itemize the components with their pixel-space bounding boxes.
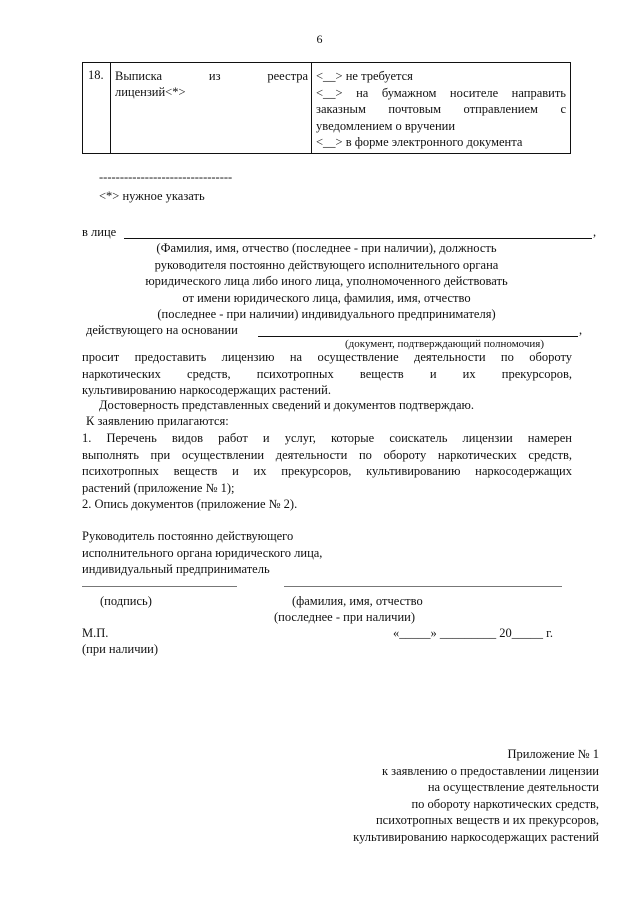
basis-prefix: действующего на основании [86, 323, 238, 337]
confirmation-text: Достоверность представленных сведений и документов подтверждаю. [99, 398, 474, 412]
representative-suffix: , [593, 225, 597, 239]
attachment-line: выполнять при осуществлении деятельности по обороту наркотических средств, [82, 447, 572, 462]
table-divider [311, 63, 312, 153]
option-electronic: <__> в форме электронного документа [316, 135, 523, 149]
appendix-line: на осуществление деятельности [427, 780, 599, 794]
signatory-line: исполнительного органа юридического лица, [82, 545, 323, 560]
option-paper-cont: заказным почтовым отправлением с [316, 102, 566, 116]
appendix-line: культивированию наркосодержащих растений [353, 829, 599, 844]
caption-line: (Фамилия, имя, отчество (последнее - при наличии), должность [156, 241, 497, 255]
representative-caption [82, 240, 571, 323]
attachment-line: растений (приложение № 1); [82, 480, 235, 495]
appendix-heading [300, 746, 599, 845]
page-number: 6 [316, 32, 323, 46]
appendix-line: к заявлению о предоставлении лицензии [381, 763, 599, 778]
row-options [316, 68, 566, 151]
item-word: из [208, 69, 221, 83]
representative-blank [124, 238, 592, 239]
appendix-line: по обороту наркотических средств, [411, 796, 599, 811]
date-field: «_____» _________ 20_____ г. [393, 626, 553, 640]
basis-caption: (документ, подтверждающий полномочия) [345, 338, 545, 350]
item-word: реестра [267, 69, 308, 83]
basis-suffix: , [579, 323, 583, 337]
signatory-line: индивидуальный предприниматель [82, 562, 270, 576]
basis-blank [258, 336, 578, 337]
footnote-text: <*> нужное указать [99, 189, 205, 203]
signatory-line: Руководитель постоянно действующего [82, 529, 294, 543]
attachment-line: психотропных веществ и их прекурсоров, культивированию наркосодержащих [82, 464, 572, 478]
caption-line: юридического лица либо иного лица, уполномоченного действовать [145, 274, 508, 288]
row-number: 18. [88, 68, 104, 82]
request-line: культивированию наркосодержащих растений. [82, 383, 331, 397]
name-blank [284, 586, 562, 587]
request-line: просит предоставить лицензию на осуществление деятельности по обороту [82, 350, 572, 364]
footnote-separator: -------------------------------- [99, 170, 233, 184]
signature-caption: (подпись) [100, 594, 152, 608]
name-caption-cont: (последнее - при наличии) [274, 610, 415, 624]
stamp-note: (при наличии) [82, 642, 159, 656]
caption-line: руководителя постоянно действующего исполнительного органа [154, 257, 499, 272]
name-caption: (фамилия, имя, отчество [292, 594, 423, 608]
request-line: наркотических средств, психотропных веществ и их прекурсоров, [82, 366, 572, 381]
request-paragraph [82, 349, 572, 399]
caption-line: (последнее - при наличии) индивидуального предпринимателя) [157, 307, 496, 321]
item-word: Выписка [115, 69, 163, 83]
attachments-list [82, 430, 572, 513]
appendix-line: Приложение № 1 [507, 747, 599, 761]
option-not-required: <__> не требуется [316, 69, 413, 83]
appendix-line: психотропных веществ и их прекурсоров, [375, 813, 599, 827]
attachment-line: 1. Перечень видов работ и услуг, которые соискатель лицензии намерен [82, 431, 572, 445]
attachment-line: 2. Опись документов (приложение № 2). [82, 497, 298, 511]
representative-prefix: в лице [82, 225, 117, 239]
stamp-label: М.П. [82, 626, 109, 640]
signature-blank [82, 586, 237, 587]
item-word: лицензий<*> [115, 85, 186, 99]
option-paper: <__> на бумажном носителе направить [316, 85, 566, 100]
row-item-name [115, 68, 308, 100]
signatory-title [82, 528, 322, 578]
attachments-heading: К заявлению прилагаются: [86, 414, 229, 428]
option-paper-cont: уведомлением о вручении [316, 118, 456, 133]
service-table-row [82, 62, 571, 154]
caption-line: от имени юридического лица, фамилия, имя, отчество [182, 290, 471, 305]
table-divider [110, 63, 111, 153]
